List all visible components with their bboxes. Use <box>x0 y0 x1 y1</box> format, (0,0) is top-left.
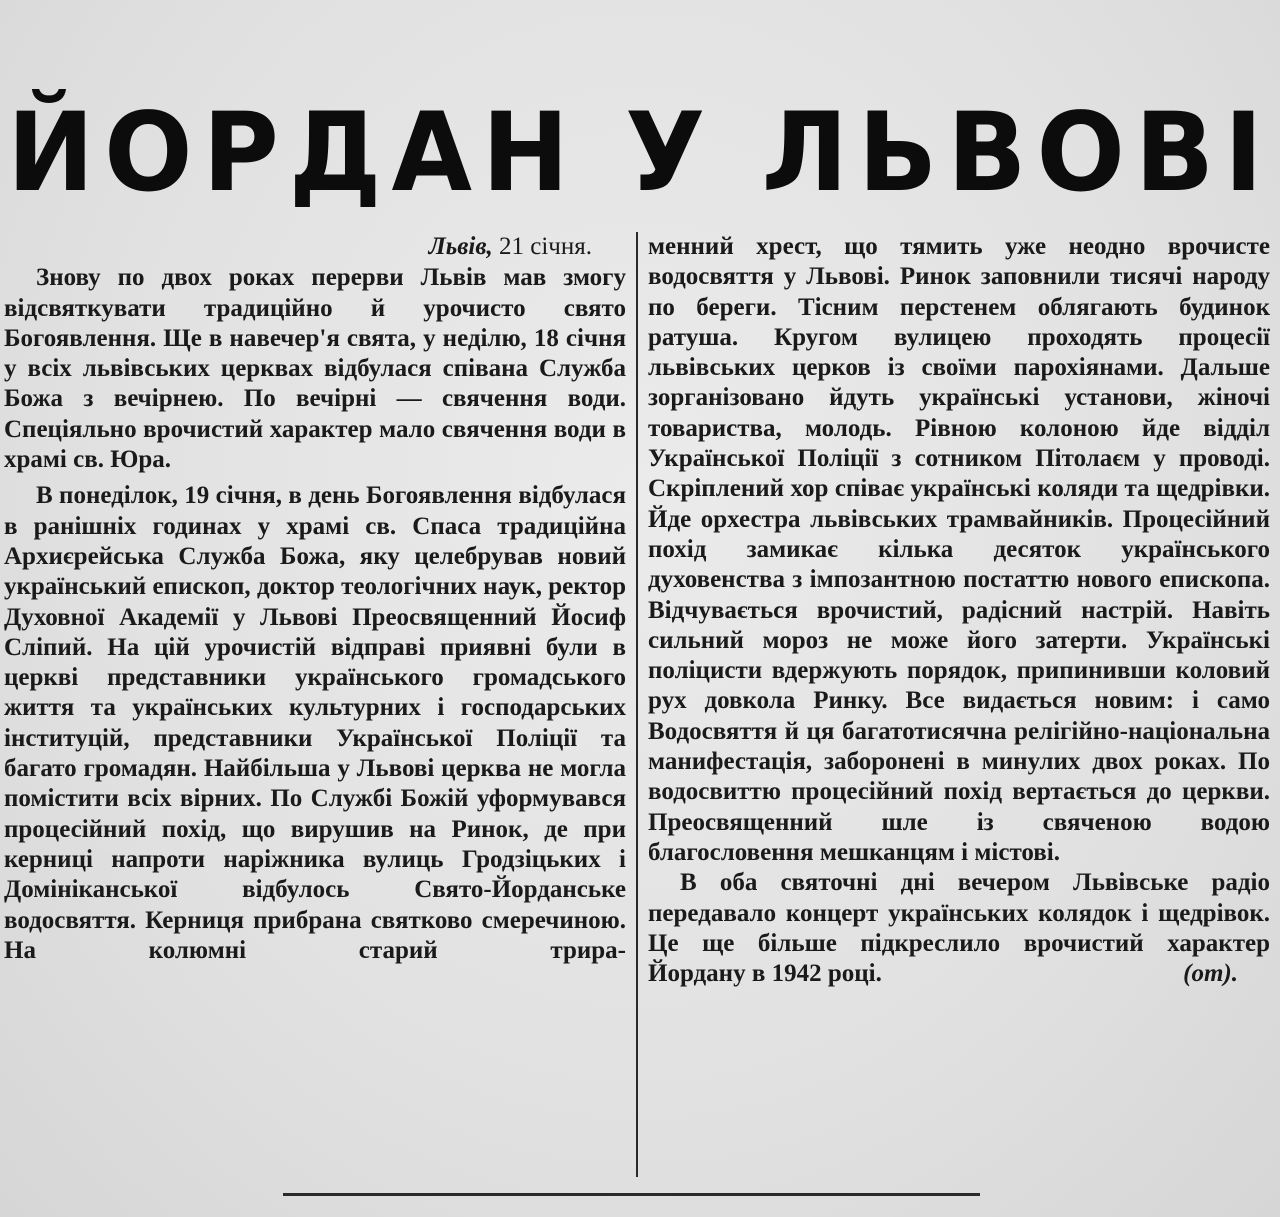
left-column <box>4 232 626 966</box>
author-signature: (от). <box>1183 960 1238 988</box>
bottom-rule <box>283 1193 980 1196</box>
right-column <box>648 232 1270 989</box>
dateline-date: 21 січня. <box>499 233 592 260</box>
paragraph-4: В оба святочні дні вечером Львівське радіо передавало концерт українських колядок і щедрівок. Це ще більше підкреслило врочистий характер Йордану в 1942 році. <box>648 869 1270 988</box>
dateline <box>4 232 626 262</box>
headline: ЙОРДАН У ЛЬВОВІ <box>7 87 1273 217</box>
column-rule <box>636 232 638 1177</box>
paragraph-2: В понеділок, 19 січня, в день Богоявлення відбулася в ранішніх годинах у храмі св. Спаса традиційна Архиєрейська Служба Божа, яку целебрував новий український епископ, доктор теологічних наук, ректор Духовної Академії у Львові Преосвященний Йосиф Сліпий. На цій урочистій відправі приявні були в церкві представники українського громадського життя та українських культурних і господарських інституцій, представники Української Поліції та багато громадян. Найбільша у Львові церква не могла помістити всіх вірних. По Службі Божій уформувався процесійний похід, що вирушив на Ринок, де при керниці напроти наріжника вулиць Гродзіцьких і Домініканської відбулось Свято-Йорданське водосвяття. Керниця прибрана святково смеречиною. На колюмні старий трира- <box>4 482 626 964</box>
dateline-place: Львів, <box>428 233 493 260</box>
paragraph-3: менний хрест, що тямить уже неодно врочисте водосвяття у Львові. Ринок заповнили тисячі народу по береги. Тісним перстенем облягають будинок ратуша. Кругом вулицею проходять процесії львівських церков із своїми парохіянами. Дальше зорганізовано йдуть українські установи, жіночі товариства, молодь. Рівною колоною йде відділ Української Поліції з сотником Пітолаєм у проводі. Скріплений хор співає українські коляди та щедрівки. Йде орхестра львівських трамвайників. Процесійний похід замикає кілька десяток українського духовенства з імпозантною постаттю нового епископа. Відчувається врочистий, радісний настрій. Навіть сильний мороз не може його затерти. Українські поліцисти вдержують порядок, припинивши коловий рух довкола Ринку. Все видається новим: і само Водосвяття й ця багатотисячна релігійно-національна манифестація, заборонені в минулих двох роках. По водосвиттю процесійний похід вертається до церкви. Преосвященний шле із свяченою водою благословення мешканцям і містові. <box>648 233 1270 866</box>
paragraph-1: Знову по двох роках перерви Львів мав змогу відсвяткувати традиційно й урочисто свято Богоявлення. Ще в навечер'я свята, у неділю, 18 січня у всіх львівських церквах відбулася співана Служба Божа з вечірнею. По вечірні — свячення води. Спеціяльно врочистий характер мало свячення води в храмі св. Юра. <box>4 264 626 474</box>
